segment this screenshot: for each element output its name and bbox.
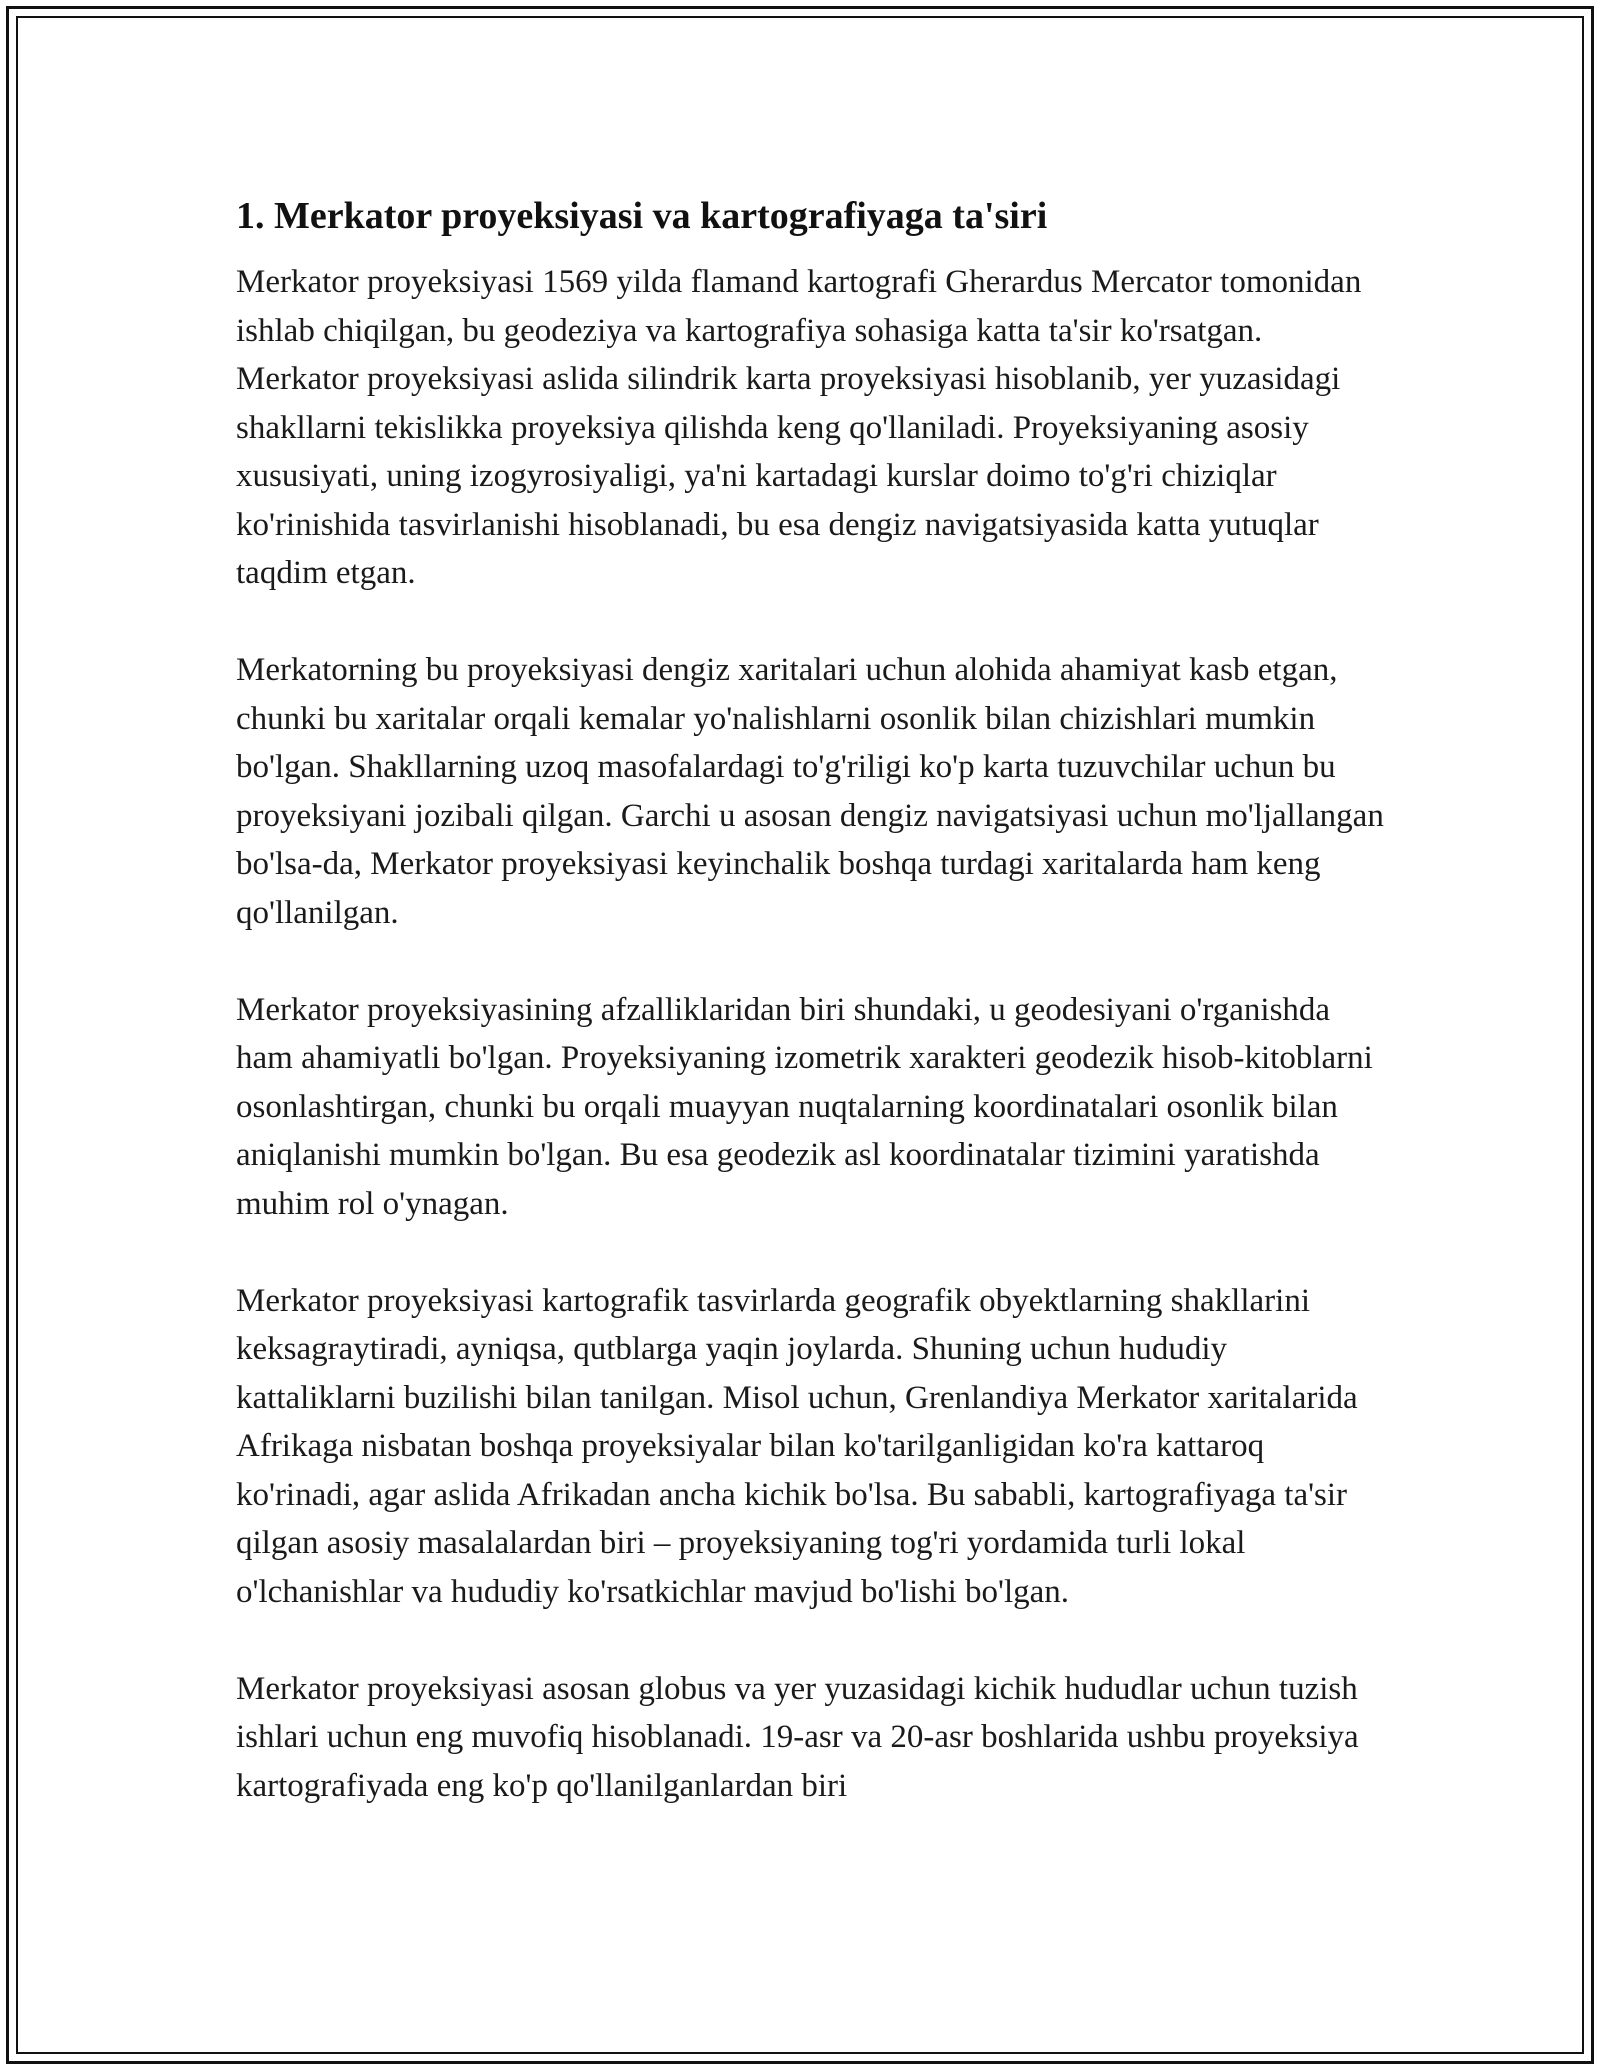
paragraph-2: Merkatorning bu proyeksiyasi dengiz xaritalari uchun alohida ahamiyat kasb etgan, chunki bu xaritalar orqali kemalar yo'nalishlarni osonlik bilan chizishlari mumkin bo'lgan. Shakllarning uzoq masofalardagi to'g'riligi ko'p karta tuzuvchilar uchun bu proyeksiyani jozibali qilgan. Garchi u asosan dengiz navigatsiyasi uchun mo'ljallangan bo'lsa-da, Merkator proyeksiyasi keyinchalik boshqa turdagi xaritalarda ham keng qo'llanilgan.: [236, 652, 1384, 931]
document-body: [236, 180, 1386, 1810]
paragraph-5: Merkator proyeksiyasi asosan globus va yer yuzasidagi kichik hududlar uchun tuzish ishlari uchun eng muvofiq hisoblanadi. 19-asr va 20-asr boshlarida ushbu proyeksiya kartografiyada eng ko'p qo'llanilganlardan biri: [236, 1670, 1359, 1804]
paragraph-3: Merkator proyeksiyasining afzalliklaridan biri shundaki, u geodesiyani o'rganishda ham ahamiyatli bo'lgan. Proyeksiyaning izometrik xarakteri geodezik hisob-kitoblarni osonlashtirgan, chunki bu orqali muayyan nuqtalarning koordinatalari osonlik bilan aniqlanishi mumkin bo'lgan. Bu esa geodezik asl koordinatalar tizimini yaratishda muhim rol o'ynagan.: [236, 991, 1373, 1222]
section-heading: 1. Merkator proyeksiyasi va kartografiyaga ta'siri: [236, 195, 1048, 237]
paragraph-4: Merkator proyeksiyasi kartografik tasvirlarda geografik obyektlarning shakllarini keksagraytiradi, ayniqsa, qutblarga yaqin joylarda. Shuning uchun hududiy kattaliklarni buzilishi bilan tanilgan. Misol uchun, Grenlandiya Merkator xaritalarida Afrikaga nisbatan boshqa proyeksiyalar bilan ko'tarilganligidan ko'ra kattaroq ko'rinadi, agar aslida Afrikadan ancha kichik bo'lsa. Bu sababli, kartografiyaga ta'sir qilgan asosiy masalalardan biri – proyeksiyaning tog'ri yordamida turli lokal o'lchanishlar va hududiy ko'rsatkichlar mavjud bo'lishi bo'lgan.: [236, 1282, 1358, 1610]
paragraph-1: Merkator proyeksiyasi 1569 yilda flamand kartografi Gherardus Mercator tomonidan ishlab chiqilgan, bu geodeziya va kartografiya sohasiga katta ta'sir ko'rsatgan. Merkator proyeksiyasi aslida silindrik karta proyeksiyasi hisoblanib, yer yuzasidagi shakllarni tekislikka proyeksiya qilishda keng qo'llaniladi. Proyeksiyaning asosiy xususiyati, uning izogyrosiyaligi, ya'ni kartadagi kurslar doimo to'g'ri chiziqlar ko'rinishida tasvirlanishi hisoblanadi, bu esa dengiz navigatsiyasida katta yutuqlar taqdim etgan.: [236, 264, 1362, 591]
